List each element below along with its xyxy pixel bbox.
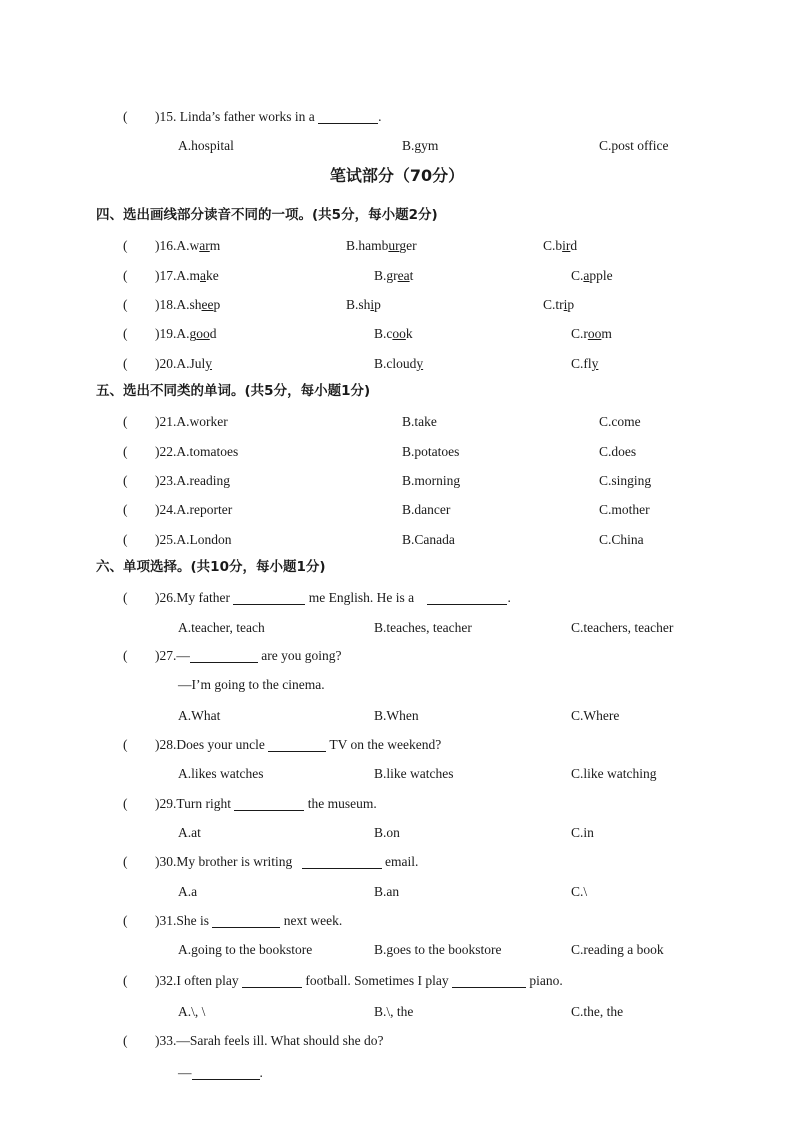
option-b: B.on — [374, 825, 400, 840]
question-31: ( )31.She is next week. — [123, 913, 343, 928]
section-6-header: 六、单项选择。(共10分，每小题1分) — [96, 559, 326, 575]
option-c: C.in — [571, 825, 594, 840]
option-a: A.\, \ — [178, 1004, 206, 1019]
answer-blank — [318, 109, 378, 124]
option-c: C.post office — [599, 138, 669, 153]
option-c: C.does — [599, 444, 637, 459]
option-c: C.singing — [599, 473, 652, 488]
question-33-reply: — . — [178, 1065, 263, 1080]
option-b: B.cloudy — [374, 356, 424, 371]
option-c: C.bird — [543, 238, 578, 253]
section-4-header: 四、选出画线部分读音不同的一项。(共5分，每小题2分) — [96, 207, 438, 223]
option-c: C.mother — [599, 502, 650, 517]
question-32-options — [0, 1001, 794, 1023]
option-b: B.take — [402, 414, 437, 429]
question-stem: )15. Linda’s father works in a . — [155, 109, 382, 124]
question-27-reply: —I’m going to the cinema. — [178, 677, 325, 692]
option-c: C.apple — [571, 268, 613, 283]
option-a: A.What — [178, 708, 221, 723]
question-19: ( )19.A.good B.cook C.room — [0, 323, 794, 345]
option-a: A.likes watches — [178, 766, 264, 781]
option-c: C.like watching — [571, 766, 657, 781]
question-26: ( )26.My father me English. He is a . — [123, 590, 511, 605]
question-30-options — [0, 881, 794, 903]
option-a: A.going to the bookstore — [178, 942, 313, 957]
question-21: ( )21.A.worker B.take C.come — [0, 411, 794, 433]
question-23: ( )23.A.reading B.morning C.singing — [0, 470, 794, 492]
option-c: C.teachers, teacher — [571, 620, 674, 635]
option-a: A.hospital — [178, 138, 234, 153]
question-26-options — [0, 617, 794, 639]
question-32: ( )32.I often play football. Sometimes I play piano. — [123, 973, 563, 988]
option-b: B.gym — [402, 138, 439, 153]
question-15 — [0, 106, 794, 128]
option-b: B.great — [374, 268, 414, 283]
option-a: A.at — [178, 825, 201, 840]
question-33: ( )33.—Sarah feels ill. What should she do? — [123, 1033, 384, 1048]
question-22: ( )22.A.tomatoes B.potatoes C.does — [0, 441, 794, 463]
option-b: B.ship — [346, 297, 381, 312]
option-c: C.come — [599, 414, 641, 429]
option-c: C.\ — [571, 884, 588, 899]
option-b: B.When — [374, 708, 419, 723]
question-25: ( )25.A.London B.Canada C.China — [0, 529, 794, 551]
option-c: C.fly — [571, 356, 599, 371]
question-20: ( )20.A.July B.cloudy C.fly — [0, 353, 794, 375]
question-27: ( )27.— are you going? — [123, 648, 342, 663]
option-b: B.morning — [402, 473, 461, 488]
question-24: ( )24.A.reporter B.dancer C.mother — [0, 499, 794, 521]
option-a: A.a — [178, 884, 198, 899]
option-c: C.the, the — [571, 1004, 624, 1019]
question-28-options — [0, 763, 794, 785]
option-b: B.Canada — [402, 532, 455, 547]
question-30: ( )30.My brother is writing email. — [123, 854, 419, 869]
option-b: B.an — [374, 884, 400, 899]
question-28: ( )28.Does your uncle TV on the weekend? — [123, 737, 442, 752]
option-b: B.hamburger — [346, 238, 417, 253]
question-29-options — [0, 822, 794, 844]
question-29: ( )29.Turn right the museum. — [123, 796, 377, 811]
section-5-header: 五、选出不同类的单词。(共5分，每小题1分) — [96, 383, 371, 399]
option-c: C.Where — [571, 708, 620, 723]
option-c: C.trip — [543, 297, 575, 312]
option-b: B.potatoes — [402, 444, 460, 459]
option-c: C.China — [599, 532, 644, 547]
question-16: ( )16.A.warm B.hamburger C.bird — [0, 235, 794, 257]
option-c: C.reading a book — [571, 942, 664, 957]
question-15-options — [0, 135, 794, 157]
option-c: C.room — [571, 326, 612, 341]
option-b: B.\, the — [374, 1004, 414, 1019]
question-31-options — [0, 939, 794, 961]
option-b: B.like watches — [374, 766, 454, 781]
option-b: B.teaches, teacher — [374, 620, 472, 635]
option-b: B.dancer — [402, 502, 451, 517]
option-a: A.teacher, teach — [178, 620, 265, 635]
question-17: ( )17.A.make B.great C.apple — [0, 265, 794, 287]
answer-paren: ( — [123, 109, 128, 124]
option-b: B.cook — [374, 326, 413, 341]
option-b: B.goes to the bookstore — [374, 942, 502, 957]
section-title: 笔试部分（70分） — [329, 166, 465, 185]
question-27-options — [0, 705, 794, 727]
question-18: ( )18.A.sheep B.ship C.trip — [0, 294, 794, 316]
